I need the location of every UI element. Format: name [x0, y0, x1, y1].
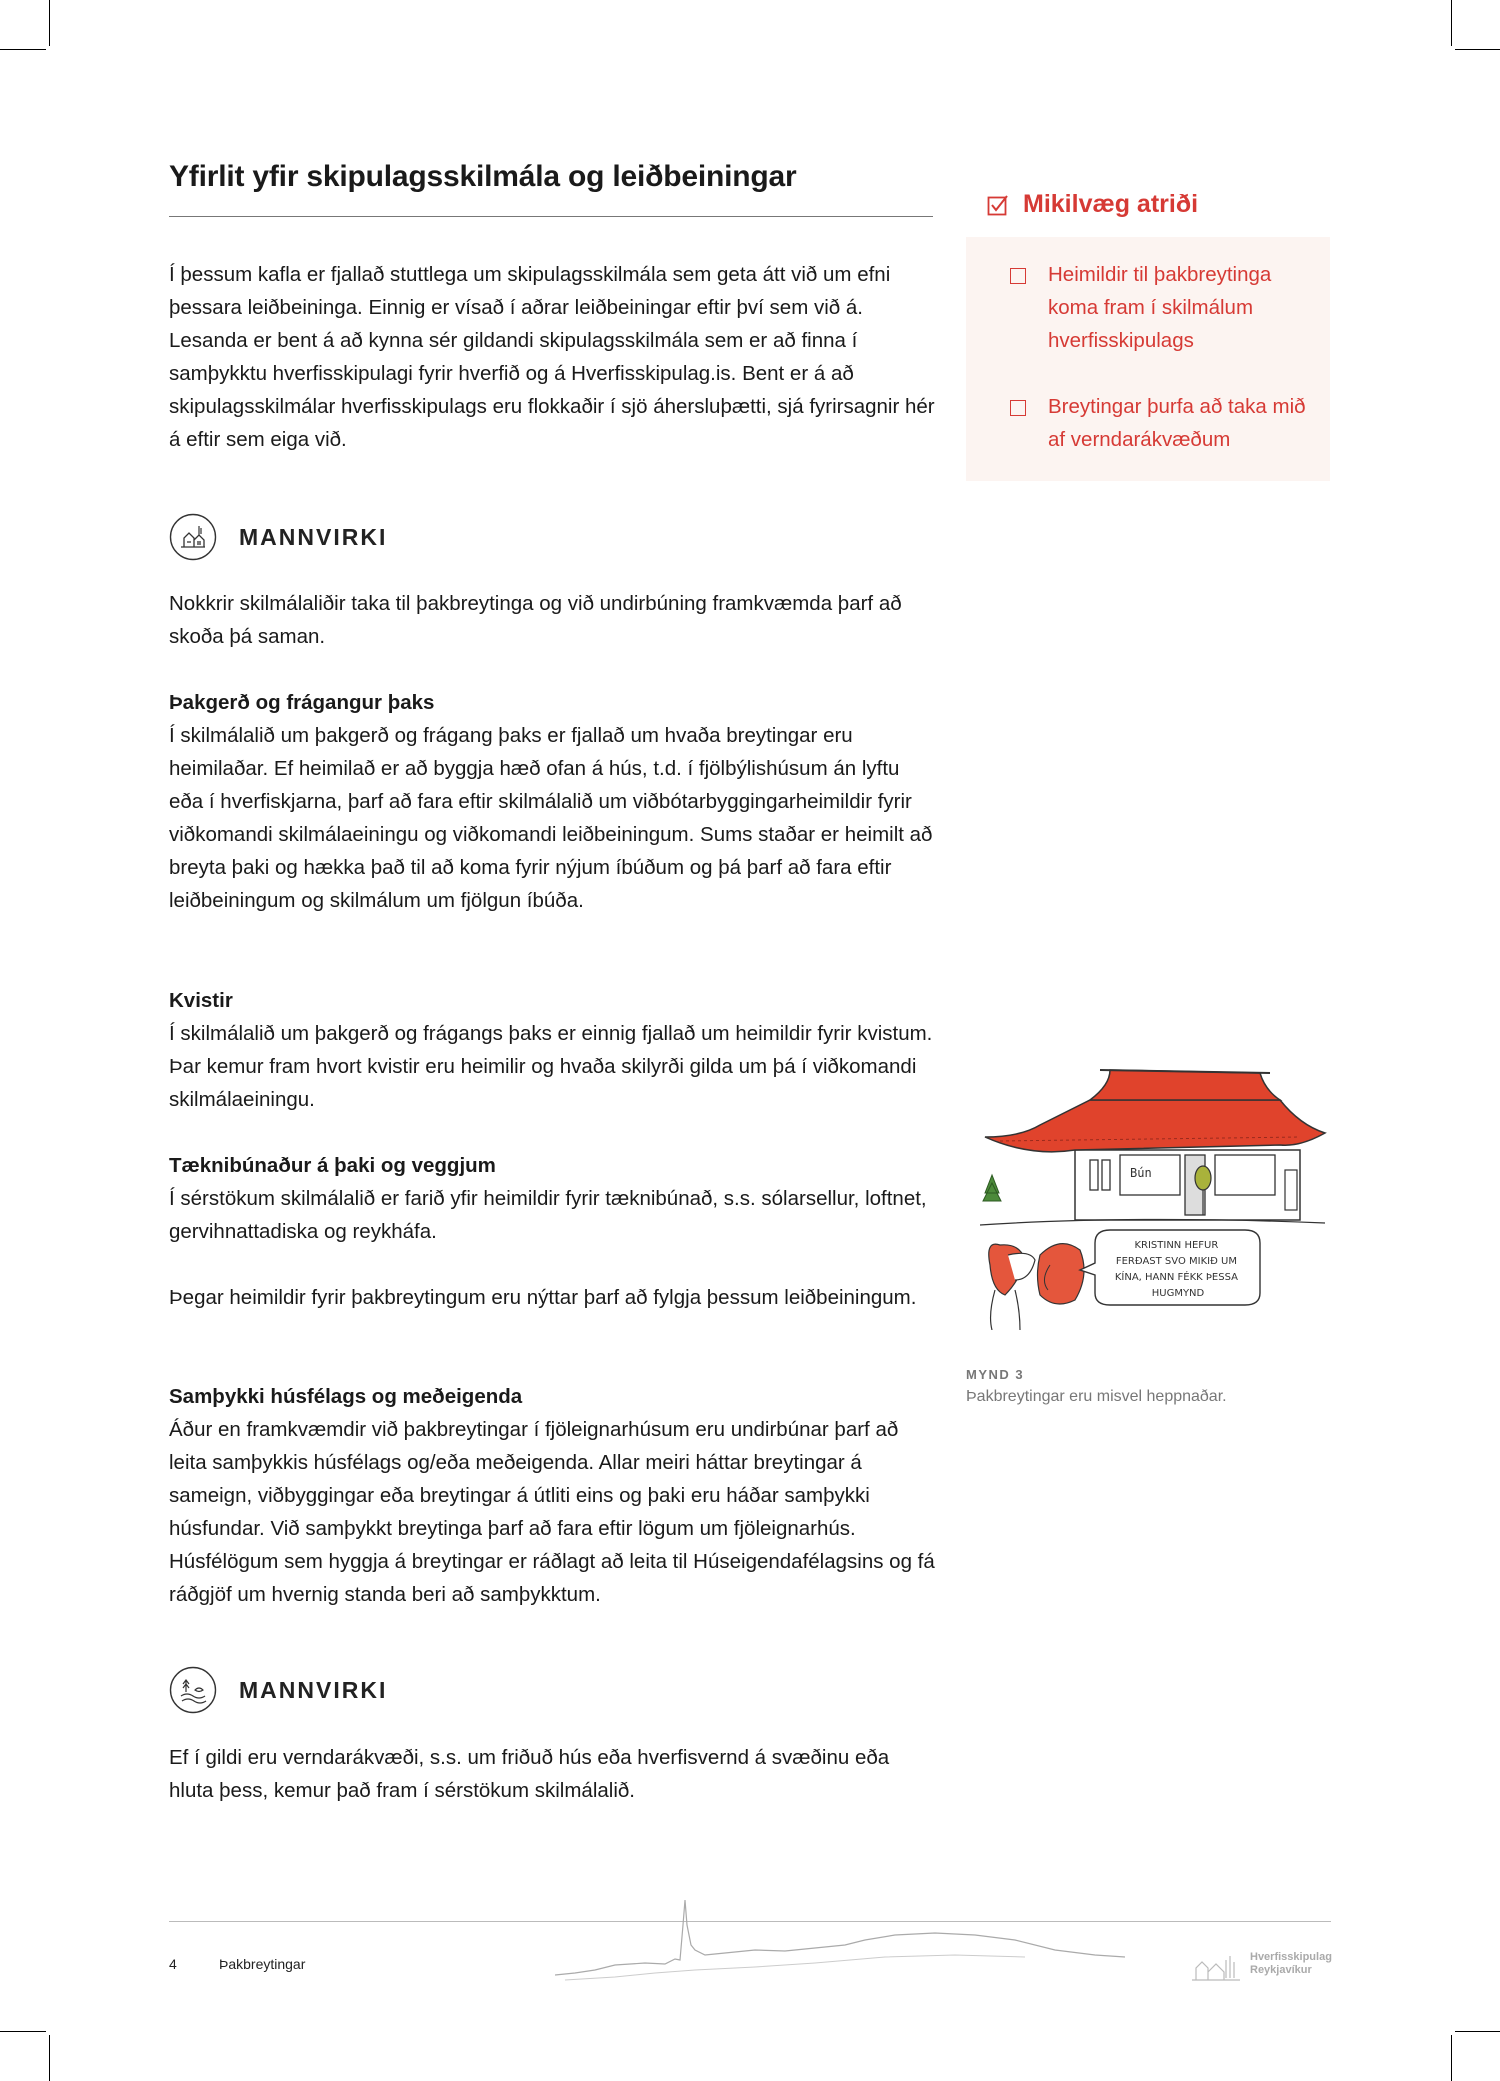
- block-thakgerd: [169, 686, 939, 917]
- tree: [983, 1175, 1001, 1201]
- important-heading: [987, 190, 1198, 219]
- block-samthykki: [169, 1380, 939, 1611]
- intro-paragraph: Í þessum kafla er fjallað stuttlega um skipulagsskilmála sem geta átt við um efni þessara leiðbeininga. Einnig er vísað í aðrar leiðbeiningar eftir því sem við á. Lesanda er bent á að kynna sér gildandi skipulagsskilmála sem er að finna í samþykktu hverfisskipulagi fyrir hverfið og á Hverfisskipulag.is. Bent er á að skipulagsskilmálar hverfisskipulags eru flokkaðir í sjö áhersluþætti, sjá fyrirsagnir hér á eftir sem eiga við.: [169, 263, 935, 451]
- block-subheading: Kvistir: [169, 989, 233, 1012]
- crop-mark: [49, 2035, 50, 2081]
- figure-label: MYND 3: [966, 1367, 1025, 1382]
- shop-sign: Bún: [1130, 1166, 1152, 1180]
- block-subheading: Tæknibúnaður á þaki og veggjum: [169, 1154, 496, 1177]
- section2-text: Ef í gildi eru verndarákvæði, s.s. um friðuð hús eða hverfisvernd á svæðinu eða hluta þess, kemur það fram í sérstökum skilmálalið.: [169, 1746, 890, 1802]
- crop-mark: [0, 49, 46, 50]
- block-text: Áður en framkvæmdir við þakbreytingar í fjöleignarhúsum eru undirbúnar þarf að leita samþykkis húsfélags og/eða meðeigenda. Allar meiri háttar breytingar á sameign, viðbyggingar eða breytingar á útliti eins og þaki eru háðar samþykki húsfundar. Við samþykkt breytinga þarf að fara eftir lögum um fjöleignarhús. Húsfélögum sem hyggja á breytingar er ráðlagt að leita til Húseigendafélagsins og fá ráðgjöf um hvernig standa beri að samþykktum.: [169, 1418, 935, 1606]
- shop-building: [1075, 1150, 1300, 1220]
- block-subheading: Samþykki húsfélags og meðeigenda: [169, 1385, 523, 1408]
- crop-mark: [49, 0, 50, 46]
- footer-doc-title: Þakbreytingar: [219, 1956, 306, 1972]
- section-heading-label: MANNVIRKI: [239, 523, 388, 550]
- speech-line: KÍNA, HANN FÉKK ÞESSA: [1114, 1272, 1238, 1283]
- checkbox-checked-icon: [987, 194, 1009, 216]
- logo-line: Hverfisskipulag: [1250, 1951, 1332, 1963]
- logo-icon: [1190, 1950, 1245, 1984]
- crop-mark: [1455, 49, 1500, 50]
- block-subheading: Þakgerð og frágangur þaks: [169, 691, 435, 714]
- illustration: [980, 1065, 1335, 1330]
- crop-mark: [1451, 0, 1452, 46]
- section-heading-mannvirki-2: [169, 1665, 387, 1715]
- title-divider: [169, 216, 933, 217]
- logo-text: [1250, 1951, 1332, 1977]
- section-heading-label: MANNVIRKI: [239, 1676, 388, 1703]
- pagoda-roof: [985, 1070, 1325, 1152]
- crop-mark: [1455, 2031, 1500, 2032]
- block-taeknibunadur: [169, 1149, 939, 1248]
- logo-line: Reykjavíkur: [1250, 1964, 1312, 1976]
- important-item: [1010, 258, 1310, 357]
- important-item: [1010, 390, 1310, 456]
- page-title: Yfirlit yfir skipulagsskilmála og leiðbeiningar: [169, 160, 797, 193]
- section-heading-mannvirki: [169, 512, 387, 562]
- important-heading-label: Mikilvæg atriði: [1023, 190, 1199, 218]
- crop-mark: [1451, 2035, 1452, 2081]
- speech-line: FERÐAST SVO MIKIÐ UM: [1115, 1256, 1237, 1267]
- people: [989, 1244, 1084, 1330]
- checkbox-icon: [1010, 268, 1026, 284]
- figure-caption: Þakbreytingar eru misvel heppnaðar.: [966, 1388, 1227, 1405]
- block-text: Í skilmálalið um þakgerð og frágangs þaks er einnig fjallað um heimildir fyrir kvistum. Þar kemur fram hvort kvistir eru heimilir og hvaða skilyrði gilda um þá í viðkomandi skilmálaeiningu.: [169, 1022, 933, 1111]
- block-heimildir-note: Þegar heimildir fyrir þakbreytingum eru nýttar þarf að fylgja þessum leiðbeiningum.: [169, 1286, 917, 1309]
- block-text: Í skilmálalið um þakgerð og frágang þaks er fjallað um hvaða breytingar eru heimilaðar. Ef heimilað er að byggja hæð ofan á hús, t.d. í fjölbýlishúsum án lyftu eða í hverfiskjarna, þarf að fara eftir skilmálalið um viðbótarbyggingarheimildir fyrir viðkomandi skilmálaeiningu og viðkomandi leiðbeiningum. Sums staðar er heimilt að breyta þaki og hækka það til að koma fyrir nýjum íbúðum og þá þarf að fara eftir leiðbeiningum og skilmálum um fjölgun íbúða.: [169, 724, 933, 912]
- speech-line: KRISTINN HEFUR: [1134, 1240, 1219, 1251]
- checkbox-icon: [1010, 400, 1026, 416]
- block-text: Í sérstökum skilmálalið er farið yfir heimildir fyrir tæknibúnað, s.s. sólarsellur, loftnet, gervihnattadiska og reykháfa.: [169, 1187, 927, 1243]
- page-number: 4: [169, 1956, 177, 1972]
- section1-intro: Nokkrir skilmálaliðir taka til þakbreytinga og við undirbúning framkvæmda þarf að skoða þá saman.: [169, 592, 902, 648]
- crop-mark: [0, 2031, 46, 2032]
- important-item-text: Breytingar þurfa að taka mið af verndarákvæðum: [1048, 395, 1306, 451]
- building-icon: [169, 513, 217, 561]
- important-item-text: Heimildir til þakbreytinga koma fram í skilmálum hverfisskipulags: [1048, 263, 1272, 352]
- speech-line: HUGMYND: [1151, 1288, 1205, 1299]
- skyline-drawing: [555, 1895, 1135, 1985]
- block-kvistir: [169, 984, 939, 1116]
- heritage-icon: [169, 1666, 217, 1714]
